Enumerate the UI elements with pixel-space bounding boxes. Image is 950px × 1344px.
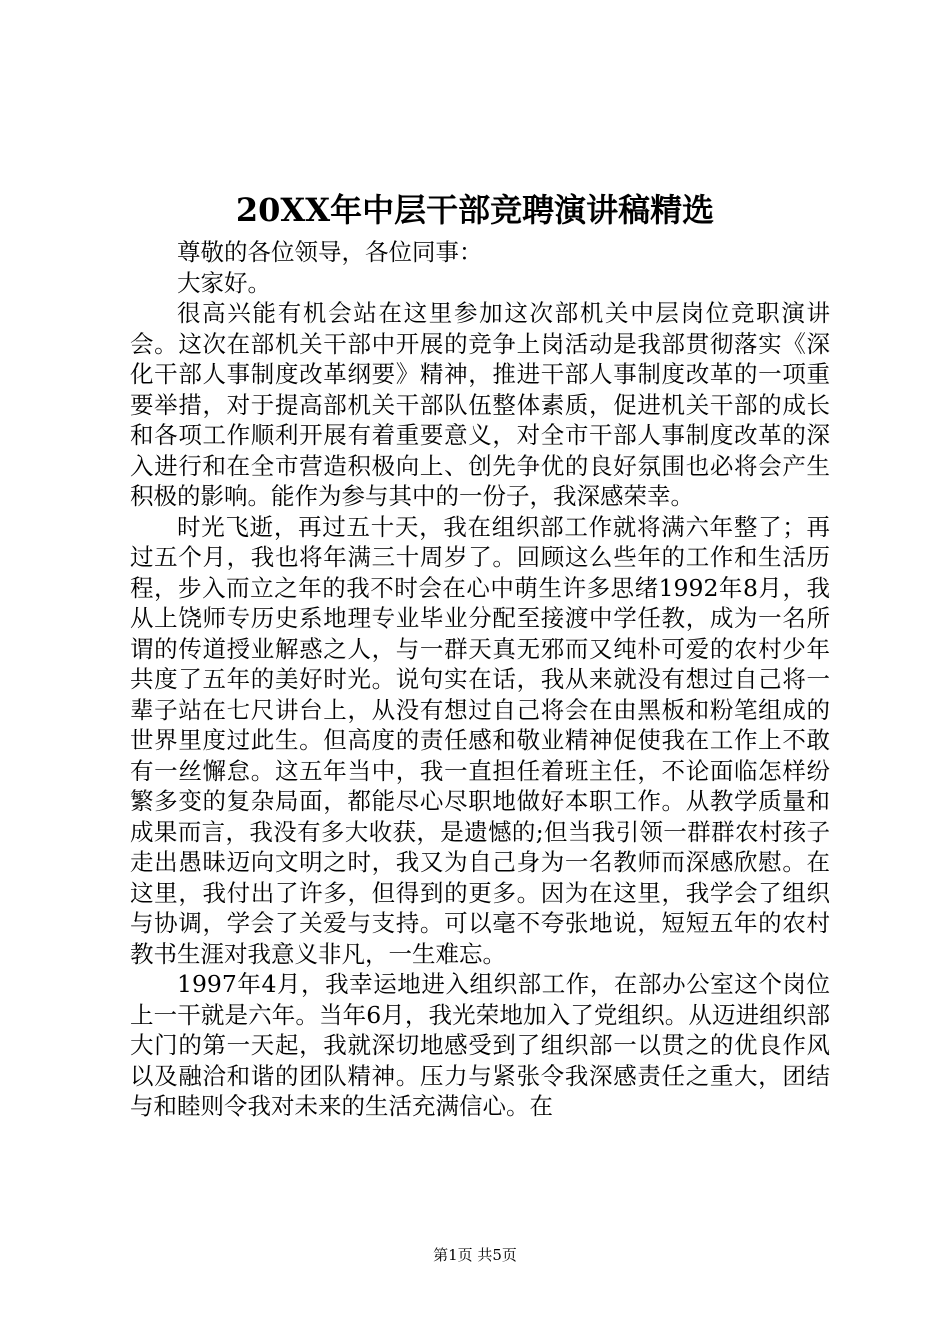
document-title: 20XX年中层干部竞聘演讲稿精选 xyxy=(235,191,715,229)
paragraph-organization-work: 1997年4月，我幸运地进入组织部工作，在部办公室这个岗位上一干就是六年。当年6月，我光荣地加入了党组织。从迈进组织部大门的第一天起，我就深切地感受到了组织部一以贯之的优良作风以及融洽和谐的团队精神。压力与紧张令我深感责任之重大，团结与和睦则令我对未来的生活充满信心。在 xyxy=(130,970,830,1120)
paragraph-teaching-career: 时光飞逝，再过五十天，我在组织部工作就将满六年整了；再过五个月，我也将年满三十周岁了。回顾这么些年的工作和生活历程，步入而立之年的我不时会在心中萌生许多思绪1992年8月，我从上饶师专历史系地理专业毕业分配至接渡中学任教，成为一名所谓的传道授业解惑之人，与一群天真无邪而又纯朴可爱的农村少年共度了五年的美好时光。说句实在话，我从来就没有想过自己将一辈子站在七尺讲台上，从没有想过自己将会在由黑板和粉笔组成的世界里度过此生。但高度的责任感和敬业精神促使我在工作上不敢有一丝懈怠。这五年当中，我一直担任着班主任，不论面临怎样纷繁多变的复杂局面，都能尽心尽职地做好本职工作。从教学质量和成果而言，我没有多大收获，是遗憾的;但当我引领一群群农村孩子走出愚昧迈向文明之时，我又为自己身为一名教师而深感欣慰。在这里，我付出了许多，但得到的更多。因为在这里，我学会了组织与协调，学会了关爱与支持。可以毫不夸张地说，短短五年的农村教书生涯对我意义非凡，一生难忘。 xyxy=(130,512,830,968)
salutation: 尊敬的各位领导，各位同事： xyxy=(177,238,483,266)
document-body xyxy=(130,237,830,1122)
greeting: 大家好。 xyxy=(177,268,271,297)
page-number-footer: 第1页 共5页 xyxy=(433,1246,517,1264)
paragraph-intro: 很高兴能有机会站在这里参加这次部机关中层岗位竞职演讲会。这次在部机关干部中开展的竞争上岗活动是我部贯彻落实《深化干部人事制度改革纲要》精神，推进干部人事制度改革的一项重要举措，对于提高部机关干部队伍整体素质，促进机关干部的成长和各项工作顺利开展有着重要意义，对全市干部人事制度改革的深入进行和在全市营造积极向上、创先争优的良好氛围也必将会产生积极的影响。能作为参与其中的一份子，我深感荣幸。 xyxy=(130,299,830,510)
